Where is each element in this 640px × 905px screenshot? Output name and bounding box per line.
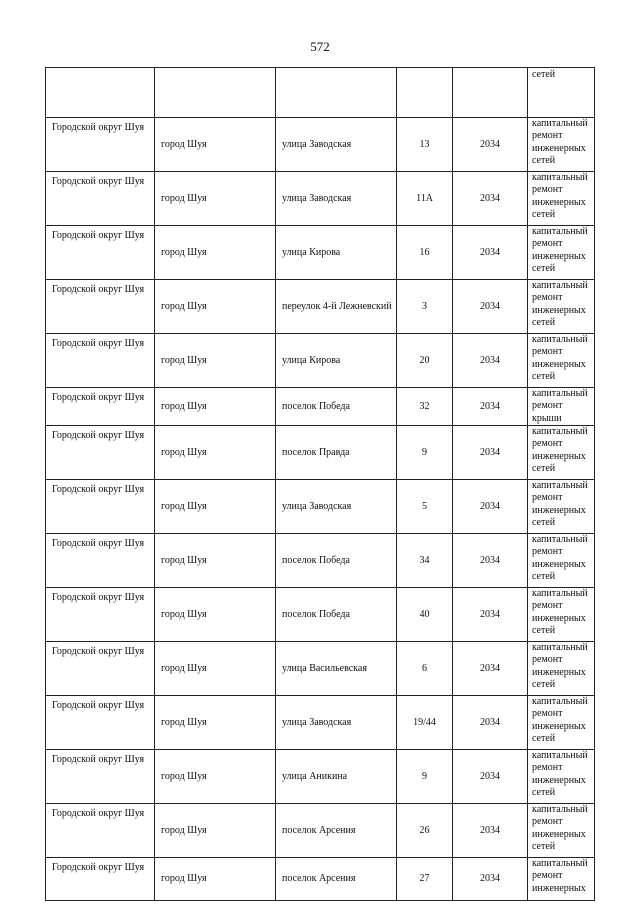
table-row: [46, 280, 595, 334]
table-row: [46, 172, 595, 226]
cell-street: переулок 4-й Лежневский: [276, 280, 397, 334]
table-row: [46, 696, 595, 750]
cell-street: поселок Правда: [276, 426, 397, 480]
cell-street: поселок Победа: [276, 588, 397, 642]
cell-work-type: капитальный ремонт инженерных сетей: [528, 480, 595, 534]
cell-locality: город Шуя: [155, 334, 276, 388]
cell-work-type: капитальный ремонт инженерных сетей: [528, 642, 595, 696]
cell-municipality: Городской округ Шуя: [46, 750, 155, 804]
cell-planned-year: 2034: [453, 280, 528, 334]
cell-house-number: 16: [397, 226, 453, 280]
cell-work-type: капитальный ремонт инженерных: [528, 858, 595, 901]
cell-house-number: [397, 68, 453, 118]
table-row: [46, 388, 595, 426]
cell-house-number: 27: [397, 858, 453, 901]
cell-work-type: капитальный ремонт инженерных сетей: [528, 226, 595, 280]
cell-planned-year: 2034: [453, 534, 528, 588]
cell-planned-year: 2034: [453, 426, 528, 480]
table-row: [46, 534, 595, 588]
cell-work-type: капитальный ремонт крыши: [528, 388, 595, 426]
cell-house-number: 9: [397, 750, 453, 804]
cell-municipality: Городской округ Шуя: [46, 226, 155, 280]
cell-street: улица Аникина: [276, 750, 397, 804]
cell-street: улица Васильевская: [276, 642, 397, 696]
table-row: [46, 118, 595, 172]
table-row: [46, 480, 595, 534]
cell-work-type: капитальный ремонт инженерных сетей: [528, 172, 595, 226]
cell-work-type: капитальный ремонт инженерных сетей: [528, 804, 595, 858]
cell-locality: город Шуя: [155, 804, 276, 858]
cell-planned-year: 2034: [453, 118, 528, 172]
cell-municipality: Городской округ Шуя: [46, 426, 155, 480]
cell-house-number: 9: [397, 426, 453, 480]
cell-locality: [155, 68, 276, 118]
cell-municipality: [46, 68, 155, 118]
cell-locality: город Шуя: [155, 750, 276, 804]
cell-planned-year: 2034: [453, 480, 528, 534]
cell-municipality: Городской округ Шуя: [46, 280, 155, 334]
cell-planned-year: 2034: [453, 334, 528, 388]
cell-locality: город Шуя: [155, 226, 276, 280]
cell-municipality: Городской округ Шуя: [46, 172, 155, 226]
cell-work-type: капитальный ремонт инженерных сетей: [528, 334, 595, 388]
table-row: [46, 226, 595, 280]
cell-planned-year: [453, 68, 528, 118]
cell-work-type: капитальный ремонт инженерных сетей: [528, 280, 595, 334]
cell-work-type: капитальный ремонт инженерных сетей: [528, 696, 595, 750]
cell-house-number: 26: [397, 804, 453, 858]
cell-locality: город Шуя: [155, 696, 276, 750]
cell-planned-year: 2034: [453, 858, 528, 901]
cell-municipality: Городской округ Шуя: [46, 642, 155, 696]
cell-work-type: капитальный ремонт инженерных сетей: [528, 588, 595, 642]
cell-work-type: капитальный ремонт инженерных сетей: [528, 118, 595, 172]
cell-street: [276, 68, 397, 118]
cell-planned-year: 2034: [453, 750, 528, 804]
cell-locality: город Шуя: [155, 388, 276, 426]
table-row: [46, 750, 595, 804]
cell-work-type: сетей: [528, 68, 595, 118]
cell-planned-year: 2034: [453, 588, 528, 642]
repair-schedule-table: [45, 67, 595, 901]
cell-locality: город Шуя: [155, 426, 276, 480]
cell-street: улица Заводская: [276, 696, 397, 750]
cell-street: поселок Победа: [276, 388, 397, 426]
cell-municipality: Городской округ Шуя: [46, 534, 155, 588]
cell-planned-year: 2034: [453, 642, 528, 696]
cell-municipality: Городской округ Шуя: [46, 388, 155, 426]
table-row: [46, 858, 595, 901]
cell-municipality: Городской округ Шуя: [46, 696, 155, 750]
page-number: 572: [310, 39, 330, 54]
cell-work-type: капитальный ремонт инженерных сетей: [528, 750, 595, 804]
cell-locality: город Шуя: [155, 118, 276, 172]
table-row: [46, 334, 595, 388]
table-row: [46, 642, 595, 696]
cell-street: улица Заводская: [276, 480, 397, 534]
cell-street: поселок Арсения: [276, 804, 397, 858]
cell-house-number: 34: [397, 534, 453, 588]
cell-street: поселок Победа: [276, 534, 397, 588]
table-row: [46, 426, 595, 480]
table-body: [46, 68, 595, 901]
cell-municipality: Городской округ Шуя: [46, 804, 155, 858]
cell-planned-year: 2034: [453, 804, 528, 858]
cell-municipality: Городской округ Шуя: [46, 588, 155, 642]
cell-locality: город Шуя: [155, 280, 276, 334]
cell-house-number: 5: [397, 480, 453, 534]
cell-municipality: Городской округ Шуя: [46, 480, 155, 534]
cell-house-number: 40: [397, 588, 453, 642]
cell-planned-year: 2034: [453, 172, 528, 226]
cell-street: улица Кирова: [276, 334, 397, 388]
cell-locality: город Шуя: [155, 172, 276, 226]
cell-locality: город Шуя: [155, 480, 276, 534]
table-row: [46, 804, 595, 858]
cell-house-number: 6: [397, 642, 453, 696]
cell-municipality: Городской округ Шуя: [46, 858, 155, 901]
cell-locality: город Шуя: [155, 642, 276, 696]
cell-house-number: 13: [397, 118, 453, 172]
cell-planned-year: 2034: [453, 226, 528, 280]
cell-locality: город Шуя: [155, 858, 276, 901]
cell-locality: город Шуя: [155, 534, 276, 588]
cell-planned-year: 2034: [453, 388, 528, 426]
table-row-continued: [46, 68, 595, 118]
cell-work-type: капитальный ремонт инженерных сетей: [528, 426, 595, 480]
cell-house-number: 19/44: [397, 696, 453, 750]
cell-house-number: 3: [397, 280, 453, 334]
table-row: [46, 588, 595, 642]
cell-locality: город Шуя: [155, 588, 276, 642]
cell-planned-year: 2034: [453, 696, 528, 750]
cell-house-number: 11А: [397, 172, 453, 226]
cell-street: улица Кирова: [276, 226, 397, 280]
cell-municipality: Городской округ Шуя: [46, 334, 155, 388]
cell-municipality: Городской округ Шуя: [46, 118, 155, 172]
cell-street: улица Заводская: [276, 118, 397, 172]
cell-house-number: 32: [397, 388, 453, 426]
cell-street: улица Заводская: [276, 172, 397, 226]
cell-street: поселок Арсения: [276, 858, 397, 901]
cell-work-type: капитальный ремонт инженерных сетей: [528, 534, 595, 588]
cell-house-number: 20: [397, 334, 453, 388]
